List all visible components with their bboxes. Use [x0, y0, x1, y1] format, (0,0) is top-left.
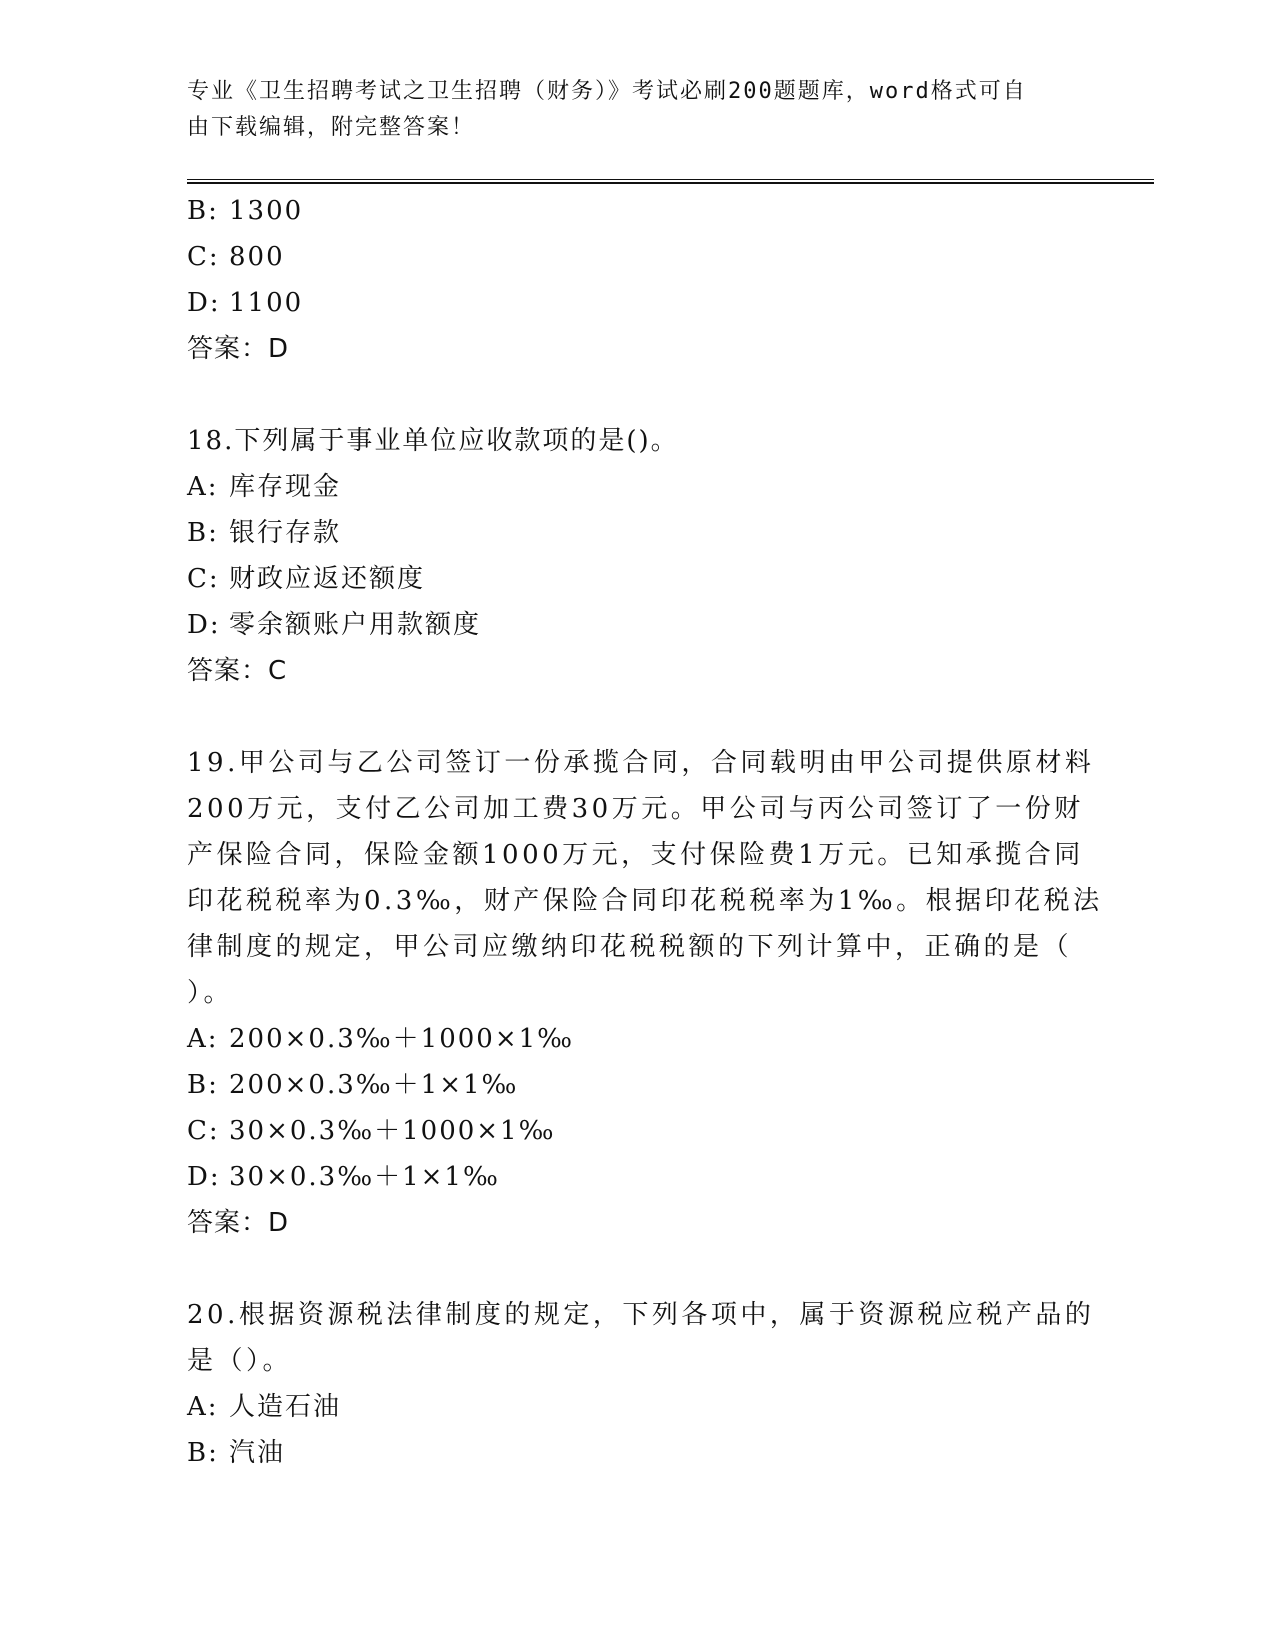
option-text: 200×0.3‰＋1×1‰ [229, 1070, 519, 1100]
question-stem-line: 律制度的规定，甲公司应缴纳印花税税额的下列计算中，正确的是（ [187, 932, 1073, 962]
option-key: D: [187, 1162, 221, 1192]
spacer [187, 1246, 1087, 1292]
option-text: 银行存款 [229, 518, 342, 548]
document-header [187, 74, 1067, 146]
option-key: A: [187, 1024, 219, 1054]
question-content [187, 188, 1103, 1476]
spacer [187, 694, 1087, 740]
option-key: B: [187, 1070, 219, 1100]
header-divider [187, 179, 1154, 184]
option-c [187, 556, 1087, 602]
option-d [187, 602, 1087, 648]
question-17-tail [187, 188, 1087, 372]
question-stem-line: 19.甲公司与乙公司签订一份承揽合同，合同载明由甲公司提供原材料 [187, 748, 1095, 778]
option-b [187, 1430, 1087, 1476]
option-d [187, 280, 1087, 326]
option-b [187, 188, 1087, 234]
option-text: 人造石油 [229, 1392, 342, 1422]
option-a [187, 1016, 1087, 1062]
option-text: 汽油 [229, 1438, 286, 1468]
option-text: 30×0.3‰＋1×1‰ [229, 1162, 500, 1192]
question-stem-line: 产保险合同，保险金额1000万元，支付保险费1万元。已知承揽合同 [187, 840, 1084, 870]
option-c [187, 1108, 1087, 1154]
option-key: C: [187, 242, 220, 272]
option-a [187, 1384, 1087, 1430]
answer-line: 答案：D [187, 1208, 290, 1238]
answer-line: 答案：C [187, 656, 288, 686]
question-stem-line: 20.根据资源税法律制度的规定，下列各项中，属于资源税应税产品的 [187, 1300, 1095, 1330]
option-key: A: [187, 1392, 219, 1422]
option-d [187, 1154, 1087, 1200]
option-key: B: [187, 196, 219, 226]
header-line-2: 由下载编辑，附完整答案！ [187, 115, 476, 140]
spacer [187, 372, 1087, 418]
question-stem-line: 是（）。 [187, 1346, 293, 1376]
question-18 [187, 418, 1087, 694]
option-key: A: [187, 472, 219, 502]
option-b [187, 1062, 1087, 1108]
option-c [187, 234, 1087, 280]
question-19 [187, 740, 1103, 1246]
option-text: 30×0.3‰＋1000×1‰ [229, 1116, 556, 1146]
option-text: 零余额账户用款额度 [229, 610, 482, 640]
question-stem-line: 200万元，支付乙公司加工费30万元。甲公司与丙公司签订了一份财 [187, 794, 1084, 824]
question-stem-line: ）。 [187, 978, 234, 1008]
option-a [187, 464, 1087, 510]
answer-line: 答案：D [187, 334, 290, 364]
option-text: 财政应返还额度 [229, 564, 426, 594]
option-text: 200×0.3‰＋1000×1‰ [229, 1024, 575, 1054]
option-text: 1100 [229, 288, 304, 318]
option-text: 800 [229, 242, 285, 272]
option-key: B: [187, 518, 219, 548]
option-key: B: [187, 1438, 219, 1468]
option-text: 库存现金 [229, 472, 342, 502]
option-key: C: [187, 1116, 220, 1146]
option-b [187, 510, 1087, 556]
option-text: 1300 [229, 196, 304, 226]
option-key: D: [187, 610, 221, 640]
option-key: C: [187, 564, 220, 594]
question-stem: 18.下列属于事业单位应收款项的是()。 [187, 426, 679, 456]
option-key: D: [187, 288, 221, 318]
question-stem-line: 印花税税率为0.3‰，财产保险合同印花税税率为1‰。根据印花税法 [187, 886, 1103, 916]
header-line-1: 专业《卫生招聘考试之卫生招聘（财务）》考试必刷200题题库，word格式可自 [187, 79, 1027, 104]
question-20 [187, 1292, 1095, 1476]
